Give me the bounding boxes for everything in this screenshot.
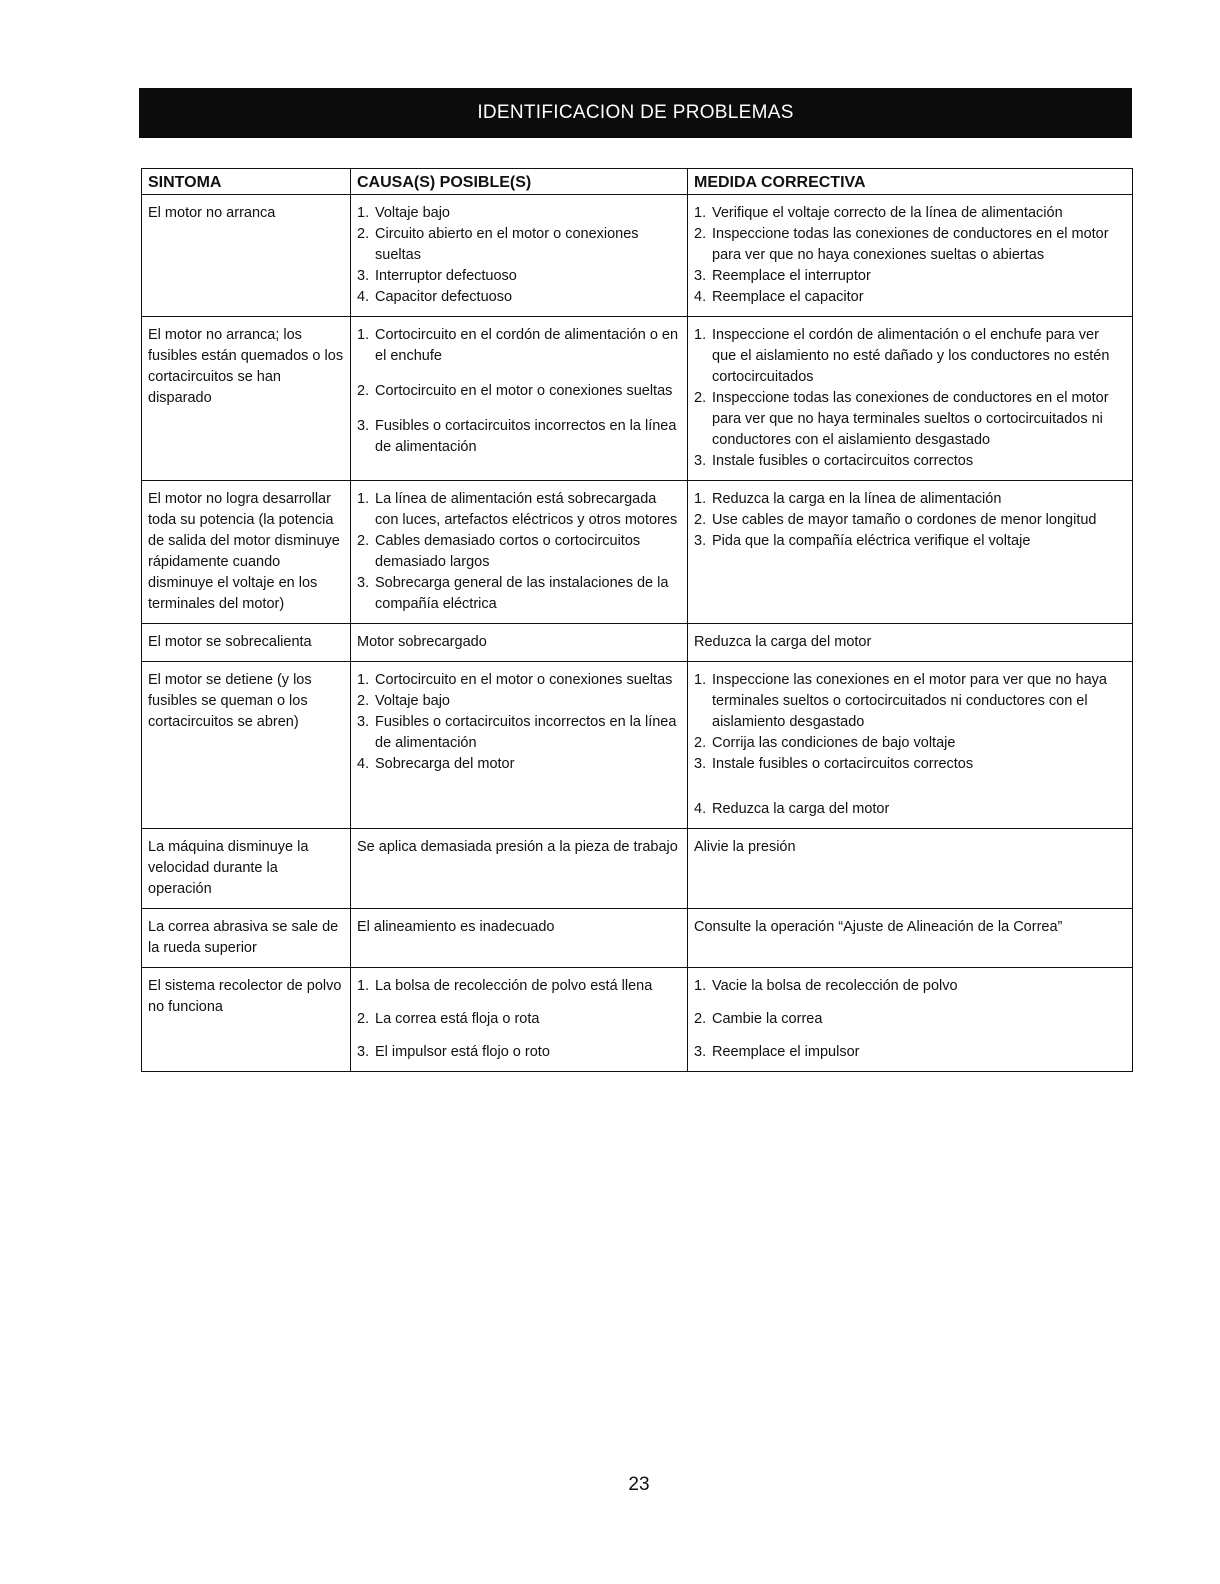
cause-item: [357, 976, 681, 997]
cause-item-number: 2.: [357, 1011, 370, 1027]
remedy-item-text: Reemplace el capacitor: [712, 289, 864, 305]
cause-item: [357, 325, 681, 367]
remedy-item-number: 3.: [694, 268, 707, 284]
symptom-cell: La máquina disminuye la velocidad durante la operación: [142, 829, 351, 909]
cause-item-number: 1.: [357, 978, 370, 994]
remedy-item-text: Consulte la operación “Ajuste de Alineación de la Correa”: [694, 919, 1063, 935]
cause-item: [357, 1042, 681, 1063]
symptom-cell: El motor se sobrecalienta: [142, 624, 351, 662]
page-number: 23: [628, 1474, 650, 1495]
cause-item-number: 1.: [357, 205, 370, 221]
cause-item: [357, 691, 681, 712]
cause-item: [357, 573, 681, 615]
header-causes: CAUSA(S) POSIBLE(S): [351, 169, 688, 195]
section-title: [139, 88, 1132, 138]
remedy-item: [694, 224, 1126, 266]
remedy-item: [694, 388, 1126, 451]
remedy-item-text: Reemplace el interruptor: [712, 268, 871, 284]
table-row: [142, 968, 1133, 1072]
remedy-item-text: Reduzca la carga del motor: [712, 801, 890, 817]
cause-item-number: 1.: [357, 672, 370, 688]
remedy-item-number: 4.: [694, 801, 707, 817]
cause-item: [357, 203, 681, 224]
cause-item-text: Capacitor defectuoso: [375, 289, 513, 305]
remedy-item: [694, 325, 1126, 388]
remedy-item-number: 1.: [694, 491, 707, 507]
remedy-cell: [688, 968, 1133, 1072]
remedy-cell: [688, 317, 1133, 481]
cause-item-text: Interruptor defectuoso: [375, 268, 517, 284]
cause-item-text: La correa está floja o rota: [375, 1011, 540, 1027]
cause-item-number: 3.: [357, 418, 370, 434]
remedy-cell: [688, 624, 1133, 662]
cause-item-text: Motor sobrecargado: [357, 634, 487, 650]
remedy-item: [694, 837, 1126, 858]
remedy-item-text: Reduzca la carga en la línea de alimentación: [712, 491, 1002, 507]
cause-item-number: 3.: [357, 714, 370, 730]
header-remedy: MEDIDA CORRECTIVA: [688, 169, 1133, 195]
cause-item-number: 4.: [357, 756, 370, 772]
remedy-item-text: Use cables de mayor tamaño o cordones de menor longitud: [712, 512, 1097, 528]
remedy-item-text: Inspeccione el cordón de alimentación o el enchufe para ver que el aislamiento no esté dañado y los conductores no estén cortocircuitados: [712, 327, 1110, 385]
cause-item-text: El alineamiento es inadecuado: [357, 919, 555, 935]
remedy-cell: [688, 662, 1133, 829]
cause-item-text: Fusibles o cortacircuitos incorrectos en la línea de alimentación: [375, 418, 677, 455]
remedy-item-number: 3.: [694, 756, 707, 772]
remedy-item-number: 2.: [694, 512, 707, 528]
cause-item-text: Circuito abierto en el motor o conexiones sueltas: [375, 226, 639, 263]
remedy-item: [694, 1042, 1126, 1063]
cause-item-text: Cortocircuito en el motor o conexiones sueltas: [375, 672, 673, 688]
causes-cell: [351, 317, 688, 481]
remedy-item-text: Inspeccione las conexiones en el motor para ver que no haya terminales sueltos o cortocircuitados ni conductores con el aislamiento desgastado: [712, 672, 1107, 730]
cause-item-text: Cables demasiado cortos o cortocircuitos demasiado largos: [375, 533, 641, 570]
table-body: [142, 195, 1133, 1072]
remedy-item: [694, 531, 1126, 552]
remedy-item-number: 3.: [694, 533, 707, 549]
remedy-item-text: Cambie la correa: [712, 1011, 823, 1027]
remedy-item-text: Reemplace el impulsor: [712, 1044, 860, 1060]
causes-cell: [351, 968, 688, 1072]
table-row: [142, 909, 1133, 968]
cause-item-number: 2.: [357, 533, 370, 549]
cause-item-text: Voltaje bajo: [375, 693, 450, 709]
remedy-item: [694, 266, 1126, 287]
causes-cell: [351, 195, 688, 317]
cause-item-number: 2.: [357, 226, 370, 242]
remedy-item-text: Instale fusibles o cortacircuitos correctos: [712, 453, 974, 469]
troubleshooting-table: [141, 168, 1133, 1072]
remedy-item-number: 2.: [694, 226, 707, 242]
symptom-cell: El motor se detiene (y los fusibles se queman o los cortacircuitos se abren): [142, 662, 351, 829]
remedy-item-text: Reduzca la carga del motor: [694, 634, 872, 650]
remedy-item: [694, 203, 1126, 224]
remedy-item: [694, 510, 1126, 531]
symptom-cell: El sistema recolector de polvo no funciona: [142, 968, 351, 1072]
causes-cell: [351, 481, 688, 624]
symptom-cell: El motor no arranca: [142, 195, 351, 317]
cause-item: [357, 917, 681, 938]
section-title-text: IDENTIFICACION DE PROBLEMAS: [477, 102, 794, 123]
cause-item-text: La línea de alimentación está sobrecargada con luces, artefactos eléctricos y otros motores: [375, 491, 678, 528]
remedy-item-text: Alivie la presión: [694, 839, 796, 855]
cause-item: [357, 287, 681, 308]
remedy-item: [694, 976, 1126, 997]
remedy-item-text: Instale fusibles o cortacircuitos correctos: [712, 756, 974, 772]
cause-item: [357, 1009, 681, 1030]
symptom-cell: El motor no logra desarrollar toda su potencia (la potencia de salida del motor disminuye rápidamente cuando disminuye el voltaje en los terminales del motor): [142, 481, 351, 624]
remedy-item: [694, 754, 1126, 775]
cause-item-number: 4.: [357, 289, 370, 305]
cause-item-text: Voltaje bajo: [375, 205, 450, 221]
cause-item-text: La bolsa de recolección de polvo está llena: [375, 978, 653, 994]
table-row: [142, 829, 1133, 909]
causes-cell: [351, 829, 688, 909]
remedy-item-number: 1.: [694, 978, 707, 994]
cause-item-text: Cortocircuito en el motor o conexiones sueltas: [375, 383, 673, 399]
remedy-item-number: 4.: [694, 289, 707, 305]
header-symptom: SINTOMA: [142, 169, 351, 195]
cause-item-number: 1.: [357, 491, 370, 507]
remedy-item-number: 1.: [694, 327, 707, 343]
table-header-row: [142, 169, 1133, 195]
cause-item: [357, 266, 681, 287]
remedy-item-number: 1.: [694, 672, 707, 688]
remedy-cell: [688, 195, 1133, 317]
cause-item-number: 3.: [357, 268, 370, 284]
remedy-item: [694, 799, 1126, 820]
cause-item: [357, 754, 681, 775]
remedy-item-text: Inspeccione todas las conexiones de conductores en el motor para ver que no haya conexiones sueltas o abiertas: [712, 226, 1109, 263]
remedy-item: [694, 670, 1126, 733]
table-row: [142, 662, 1133, 829]
table-row: [142, 195, 1133, 317]
remedy-item-text: Inspeccione todas las conexiones de conductores en el motor para ver que no haya terminales sueltos o cortocircuitados ni conductores con el aislamiento desgastado: [712, 390, 1109, 448]
remedy-cell: [688, 829, 1133, 909]
remedy-item-text: Vacie la bolsa de recolección de polvo: [712, 978, 958, 994]
cause-item: [357, 416, 681, 458]
remedy-item: [694, 632, 1126, 653]
cause-item: [357, 531, 681, 573]
cause-item-number: 2.: [357, 383, 370, 399]
remedy-item-number: 2.: [694, 1011, 707, 1027]
cause-item-text: Se aplica demasiada presión a la pieza de trabajo: [357, 839, 678, 855]
cause-item: [357, 381, 681, 402]
symptom-cell: El motor no arranca; los fusibles están quemados o los cortacircuitos se han disparado: [142, 317, 351, 481]
remedy-item-text: Verifique el voltaje correcto de la línea de alimentación: [712, 205, 1063, 221]
cause-item-text: El impulsor está flojo o roto: [375, 1044, 550, 1060]
cause-item-number: 2.: [357, 693, 370, 709]
cause-item-number: 3.: [357, 575, 370, 591]
remedy-item-number: 2.: [694, 390, 707, 406]
cause-item: [357, 224, 681, 266]
cause-item-text: Sobrecarga del motor: [375, 756, 515, 772]
cause-item-number: 1.: [357, 327, 370, 343]
cause-item: [357, 670, 681, 691]
table-row: [142, 624, 1133, 662]
cause-item-text: Cortocircuito en el cordón de alimentación o en el enchufe: [375, 327, 679, 364]
cause-item: [357, 712, 681, 754]
cause-item: [357, 489, 681, 531]
remedy-item-number: 3.: [694, 453, 707, 469]
remedy-item-number: 2.: [694, 735, 707, 751]
cause-item: [357, 837, 681, 858]
remedy-item: [694, 1009, 1126, 1030]
cause-item-number: 3.: [357, 1044, 370, 1060]
causes-cell: [351, 662, 688, 829]
cause-item-text: Sobrecarga general de las instalaciones de la compañía eléctrica: [375, 575, 669, 612]
remedy-item-text: Pida que la compañía eléctrica verifique el voltaje: [712, 533, 1031, 549]
table-row: [142, 317, 1133, 481]
remedy-cell: [688, 481, 1133, 624]
causes-cell: [351, 624, 688, 662]
remedy-item-number: 1.: [694, 205, 707, 221]
remedy-item: [694, 489, 1126, 510]
remedy-item-number: 3.: [694, 1044, 707, 1060]
remedy-item: [694, 733, 1126, 754]
remedy-item-text: Corrija las condiciones de bajo voltaje: [712, 735, 956, 751]
remedy-item: [694, 917, 1126, 938]
remedy-item: [694, 451, 1126, 472]
table-row: [142, 481, 1133, 624]
causes-cell: [351, 909, 688, 968]
remedy-cell: [688, 909, 1133, 968]
remedy-item: [694, 287, 1126, 308]
cause-item: [357, 632, 681, 653]
cause-item-text: Fusibles o cortacircuitos incorrectos en la línea de alimentación: [375, 714, 677, 751]
symptom-cell: La correa abrasiva se sale de la rueda superior: [142, 909, 351, 968]
